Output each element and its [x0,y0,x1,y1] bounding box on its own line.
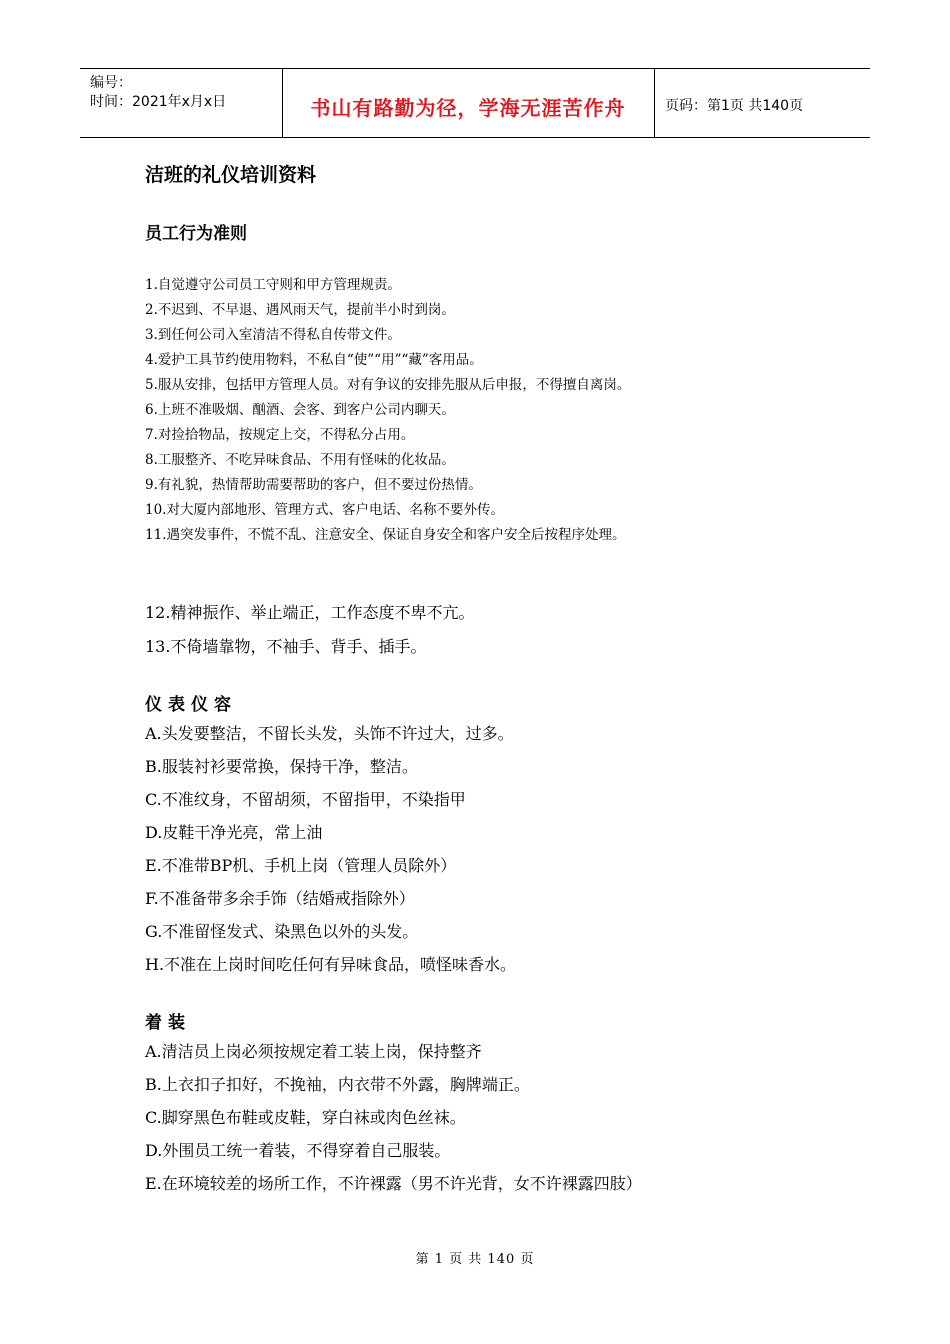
header-page-info: 页码：第1页 共140页 [665,98,804,114]
appearance-item: A.头发要整洁，不留长头发，头饰不许过大，过多。 [145,724,514,743]
appearance-list [145,723,516,987]
conduct-item: 1.自觉遵守公司员工守则和甲方管理规责。 [145,277,401,293]
conduct-item: 7.对捡拾物品，按规定上交，不得私分占用。 [145,427,415,443]
dress-item: E.在环境较差的场所工作，不许裸露（男不许光背，女不许裸露四肢） [145,1174,642,1193]
dress-item: B.上衣扣子扣好，不挽袖，内衣带不外露，胸牌端正。 [145,1075,530,1094]
conduct-item: 13.不倚墙靠物，不袖手、背手、插手。 [145,637,427,656]
conduct-item: 10.对大厦内部地形、管理方式、客户电话、名称不要外传。 [145,502,504,518]
conduct-item: 12.精神振作、举止端正，工作态度不卑不亢。 [145,603,475,622]
dress-item: A.清洁员上岗必须按规定着工装上岗，保持整齐 [145,1042,482,1061]
document-title: 洁班的礼仪培训资料 [145,164,317,186]
conduct-item: 4.爱护工具节约使用物料，不私自“使”“用”“藏”客用品。 [145,352,483,368]
dress-list [145,1041,642,1206]
dress-heading: 着装 [145,1013,191,1033]
document-header [80,68,870,138]
header-motto: 书山有路勤为径，学海无涯苦作舟 [310,96,626,120]
dress-item: D.外围员工统一着装，不得穿着自己服装。 [145,1141,451,1160]
conduct-item: 3.到任何公司入室清洁不得私自传带文件。 [145,327,401,343]
conduct-heading: 员工行为准则 [145,224,247,244]
appearance-item: F.不准备带多余手饰（结婚戒指除外） [145,889,415,908]
conduct-item: 6.上班不准吸烟、酗酒、会客、到客户公司内聊天。 [145,402,455,418]
appearance-item: H.不准在上岗时间吃任何有异味食品，喷怪味香水。 [145,955,517,974]
header-page-cell [655,69,870,137]
appearance-item: D.皮鞋干净光亮，常上油 [145,823,323,842]
conduct-item: 2.不迟到、不早退、遇风雨天气，提前半小时到岗。 [145,302,455,318]
header-motto-cell [282,69,655,137]
document-number-label: 编号： [90,75,132,91]
conduct-item: 8.工服整齐、不吃异味食品、不用有怪味的化妆品。 [145,452,455,468]
document-date: 时间：2021年x月x日 [90,94,227,110]
conduct-item: 9.有礼貌，热情帮助需要帮助的客户，但不要过份热情。 [145,477,482,493]
conduct-list-continued [145,602,474,670]
page-footer: 第 1 页 共 140 页 [415,1252,535,1267]
conduct-item: 5.服从安排，包括甲方管理人员。对有争议的安排先服从后申报，不得擅自离岗。 [145,377,631,393]
conduct-item: 11.遇突发事件，不慌不乱、注意安全、保证自身安全和客户安全后按程序处理。 [145,527,626,543]
conduct-list [145,277,630,552]
header-info-cell [80,69,283,137]
dress-item: C.脚穿黑色布鞋或皮鞋，穿白袜或肉色丝袜。 [145,1108,466,1127]
appearance-heading: 仪表仪容 [145,695,237,715]
appearance-item: G.不准留怪发式、染黑色以外的头发。 [145,922,419,941]
appearance-item: B.服装衬衫要常换，保持干净，整洁。 [145,757,418,776]
appearance-item: E.不准带BP机、手机上岗（管理人员除外） [145,856,457,875]
appearance-item: C.不准纹身，不留胡须，不留指甲，不染指甲 [145,790,466,809]
